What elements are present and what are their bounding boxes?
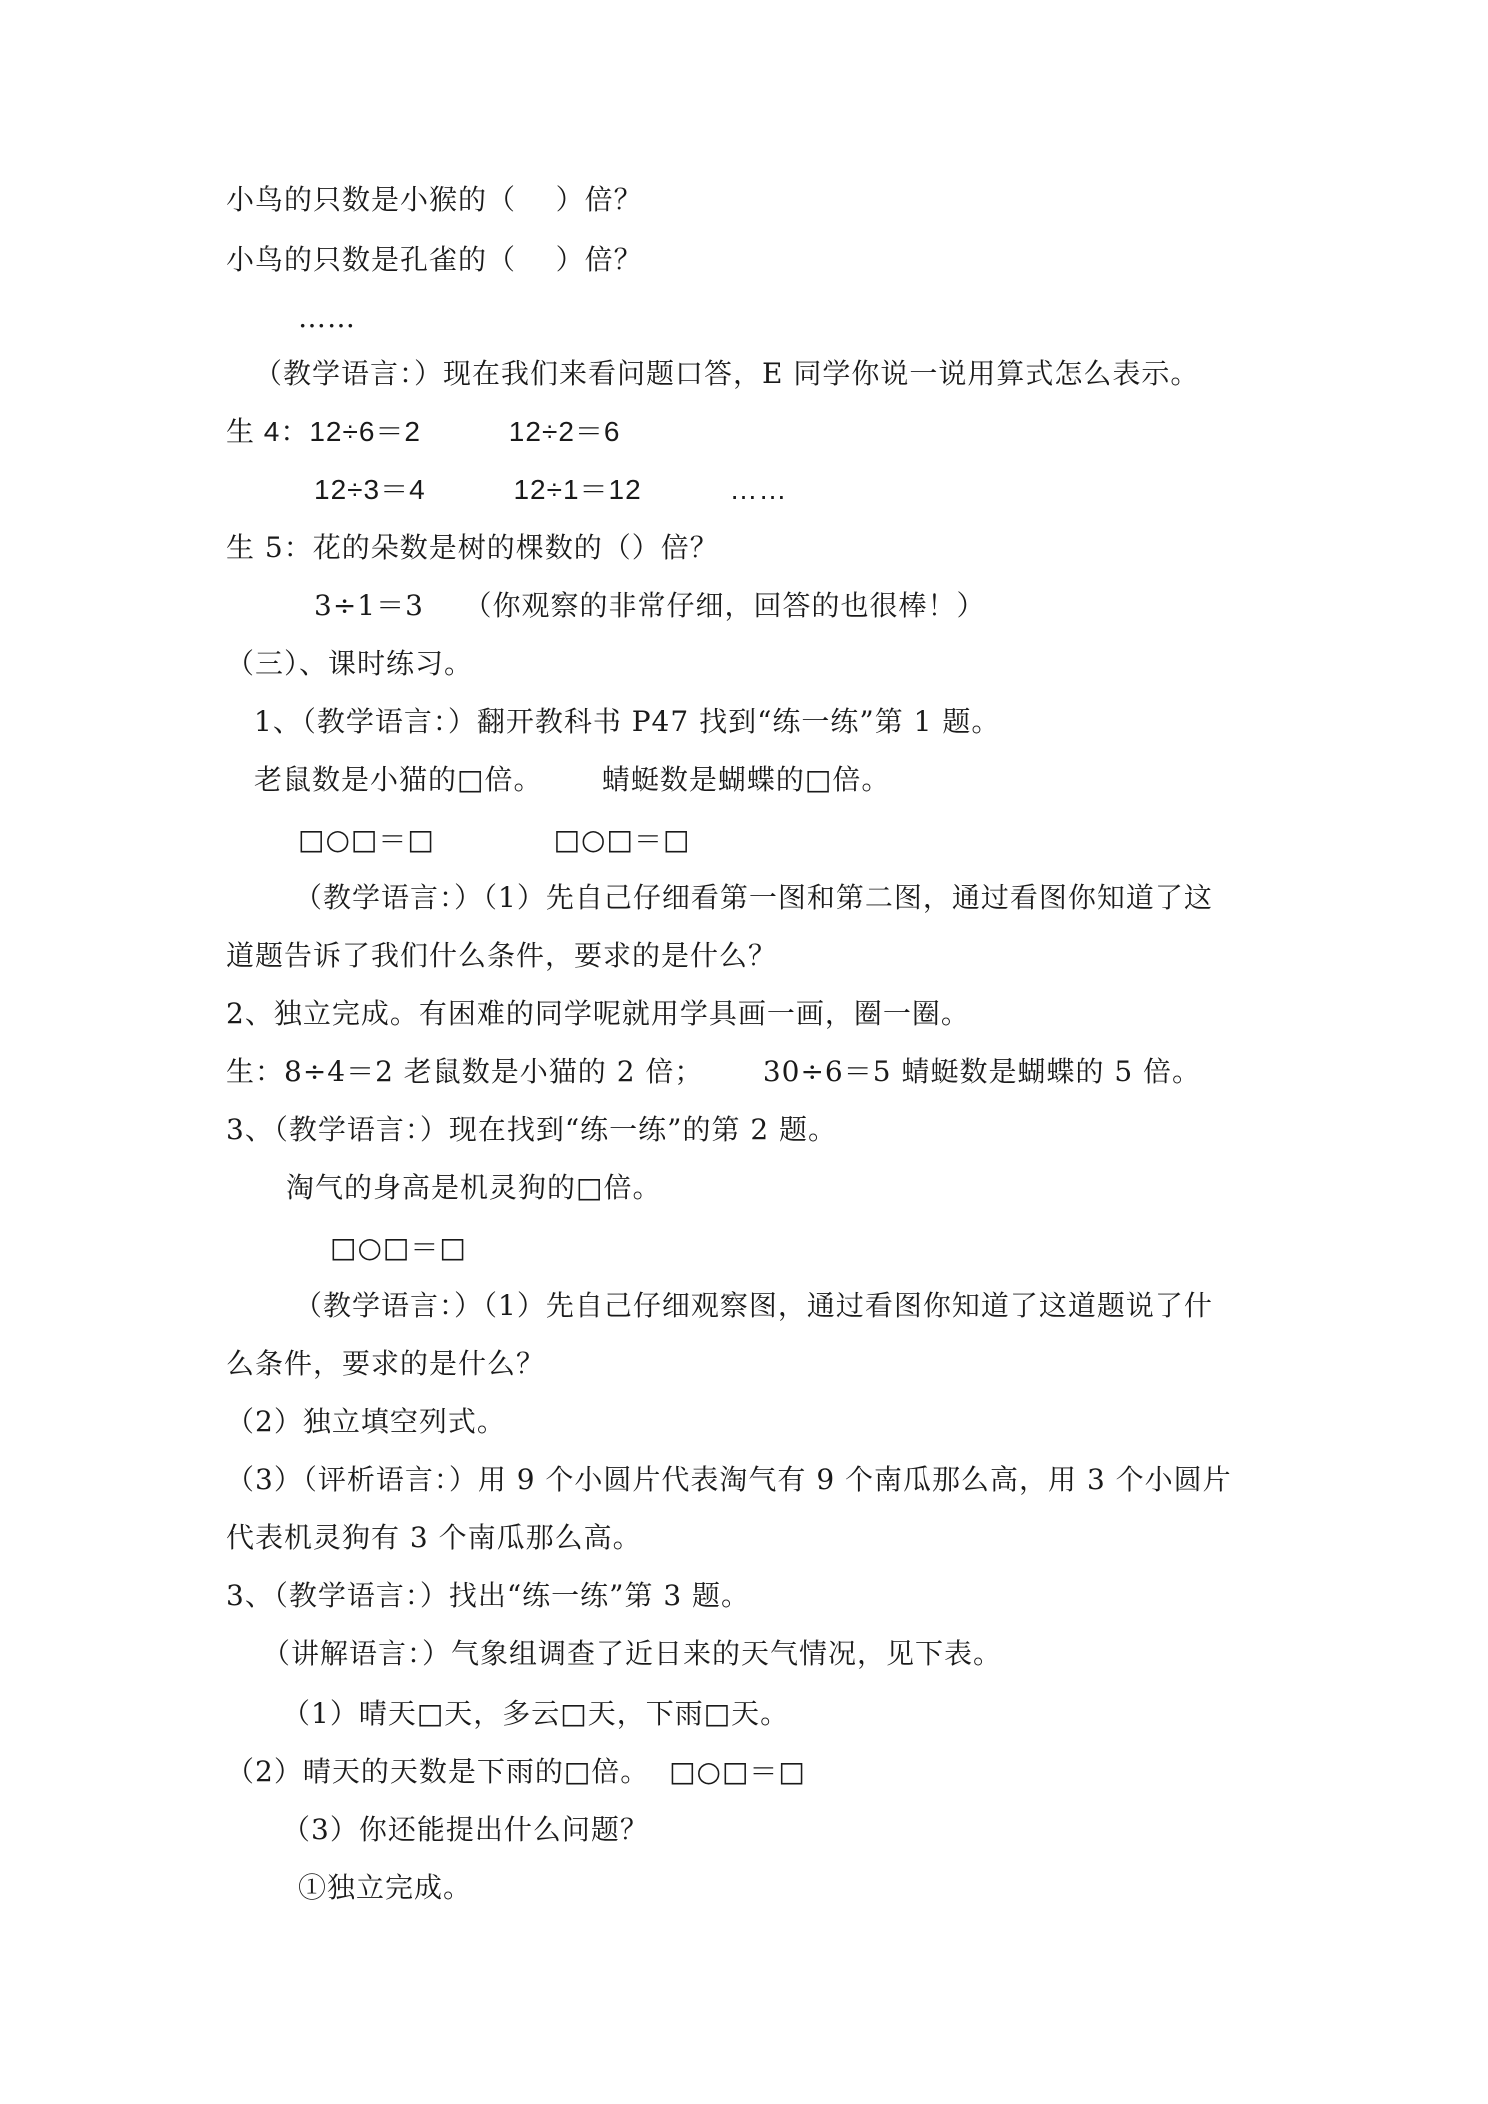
text-line-7: 生 5：花的朵数是树的棵数的（）倍？ [226, 531, 719, 564]
text-line-4: （教学语言：）现在我们来看问题口答，E 同学你说一说用算式怎么表示。 [254, 357, 1200, 390]
text-line-17: 3、（教学语言：）现在找到“练一练”的第 2 题。 [226, 1113, 838, 1146]
text-line-27: （1）晴天□天，多云□天，下雨□天。 [282, 1697, 790, 1730]
text-line-26: （讲解语言：）气象组调查了近日来的天气情况，见下表。 [262, 1637, 1003, 1670]
text-line-5: 生 4：12÷6＝2 12÷2＝6 [226, 416, 621, 447]
text-line-25: 3、（教学语言：）找出“练一练”第 3 题。 [226, 1579, 751, 1612]
text-line-14: 道题告诉了我们什么条件，要求的是什么？ [226, 939, 778, 972]
text-line-28: （2）晴天的天数是下雨的□倍。 □○□＝□ [226, 1755, 806, 1788]
text-line-29: （3）你还能提出什么问题？ [282, 1813, 649, 1846]
text-line-10: 1、（教学语言：）翻开教科书 P47 找到“练一练”第 1 题。 [254, 705, 1001, 738]
text-line-30: ①独立完成。 [298, 1871, 473, 1904]
text-line-2: 小鸟的只数是孔雀的（ ）倍？ [226, 243, 643, 276]
text-line-21: 么条件，要求的是什么？ [226, 1347, 546, 1380]
text-line-12: □○□＝□ □○□＝□ [298, 823, 691, 856]
text-line-20: （教学语言：）（1）先自己仔细观察图，通过看图你知道了这道题说了什 [294, 1289, 1213, 1322]
text-line-6: 12÷3＝4 12÷1＝12 …… [314, 474, 788, 505]
text-line-8: 3÷1＝3 （你观察的非常仔细，回答的也很棒！） [314, 589, 986, 622]
text-line-18: 淘气的身高是机灵狗的□倍。 [286, 1171, 662, 1204]
text-line-15: 2、独立完成。有困难的同学呢就用学具画一画，圈一圈。 [226, 997, 970, 1030]
text-line-22: （2）独立填空列式。 [226, 1405, 506, 1438]
text-line-11: 老鼠数是小猫的□倍。 蜻蜓数是蝴蝶的□倍。 [254, 763, 891, 796]
text-line-24: 代表机灵狗有 3 个南瓜那么高。 [226, 1521, 642, 1554]
text-line-19: □○□＝□ [330, 1231, 467, 1264]
text-line-3: …… [298, 301, 356, 334]
text-line-13: （教学语言：）（1）先自己仔细看第一图和第二图，通过看图你知道了这 [294, 881, 1213, 914]
text-line-23: （3）（评析语言：）用 9 个小圆片代表淘气有 9 个南瓜那么高，用 3 个小圆片 [226, 1463, 1232, 1496]
text-line-16: 生：8÷4＝2 老鼠数是小猫的 2 倍； 30÷6＝5 蜻蜓数是蝴蝶的 5 倍。 [226, 1055, 1202, 1088]
text-line-1: 小鸟的只数是小猴的（ ）倍？ [226, 183, 643, 216]
text-line-9: （三）、课时练习。 [226, 647, 474, 680]
